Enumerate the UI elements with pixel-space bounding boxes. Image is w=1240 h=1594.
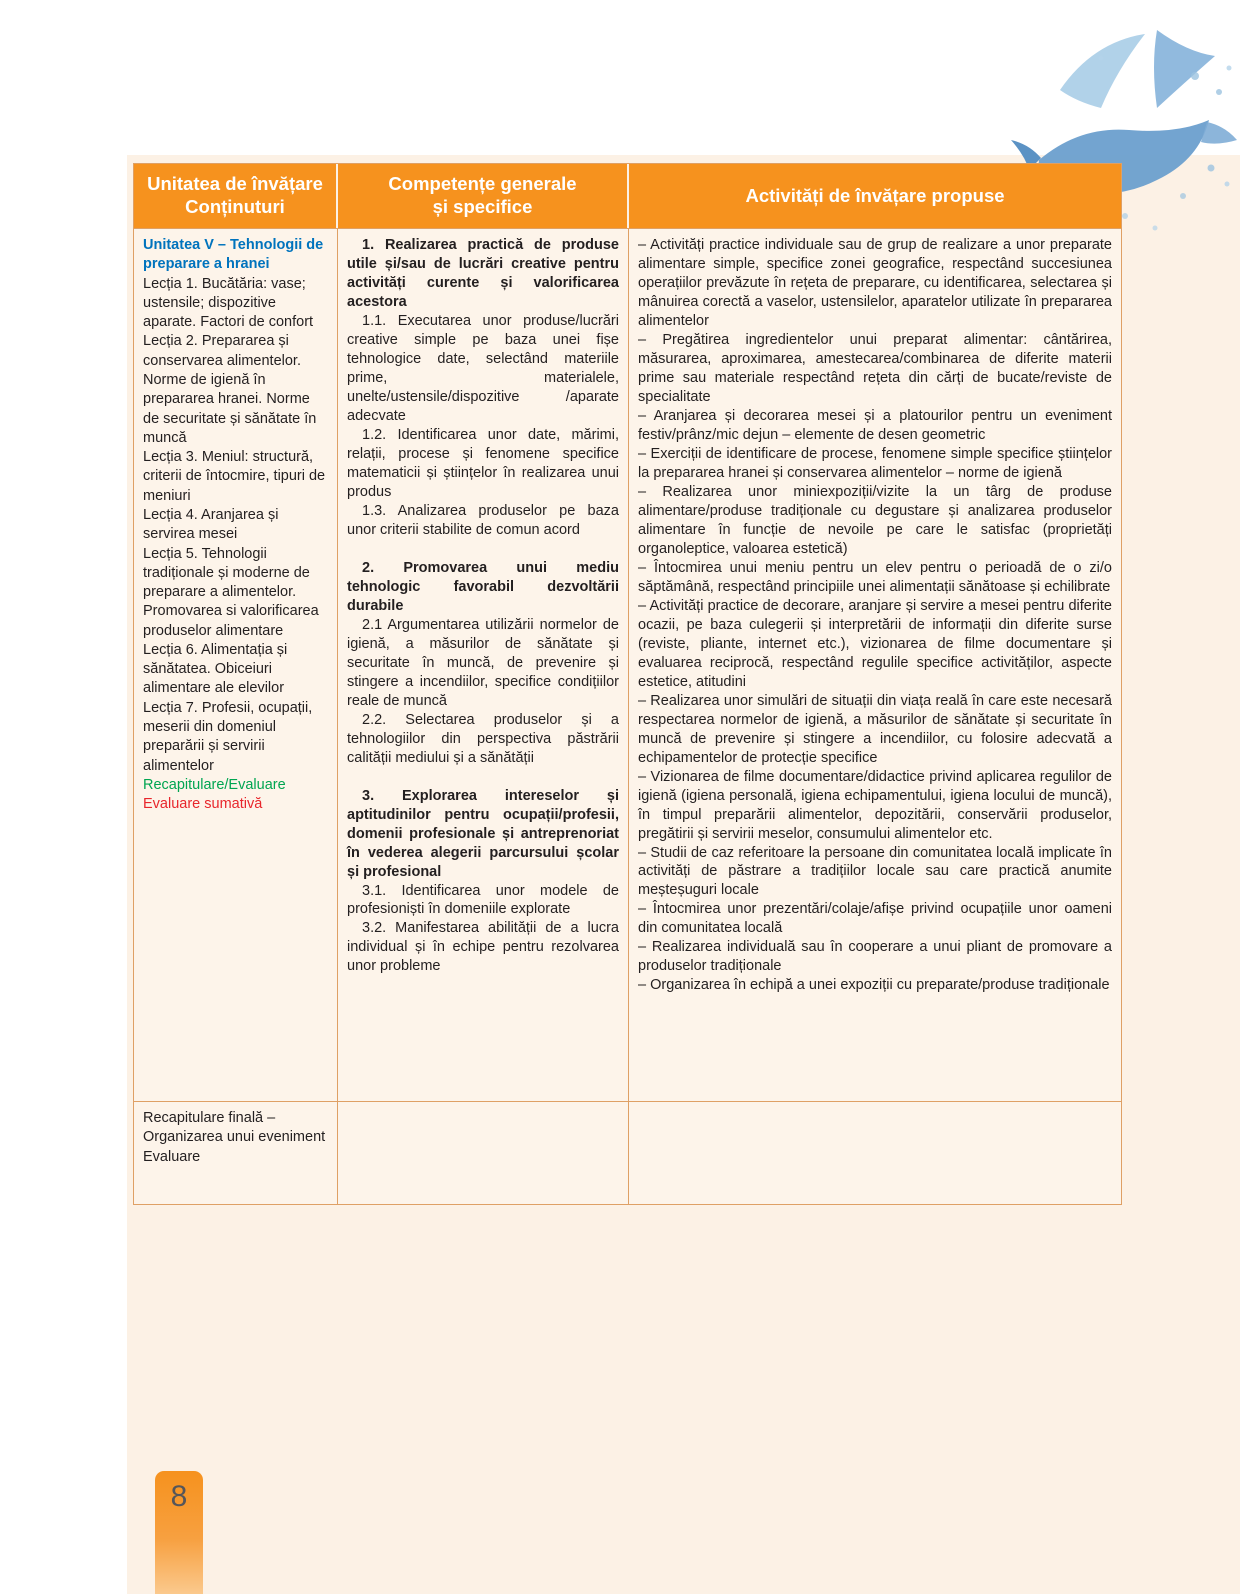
lesson-item: Lecția 5. Tehnologii tradiționale și moderne de preparare a alimentelor. Promovarea si valorificarea produselor alimentare <box>143 545 319 639</box>
header-line: și specifice <box>432 196 533 217</box>
empty-cell <box>338 1102 629 1204</box>
evaluation-label: Evaluare sumativă <box>143 796 263 813</box>
activities-cell <box>629 229 1121 1101</box>
lesson-item: Lecția 6. Alimentația și sănătatea. Obiceiuri alimentare ale elevilor <box>143 641 288 697</box>
activity-item: – Activități practice individuale sau de grup de realizare a unor preparate alimentare simple, specifice zonei geografice, respectând succesiunea operațiilor prevăzute în rețeta de preparare, cu identificarea, selectarea și mânuirea corectă a vaselor, ustensilelor, aparatelor utilizate în prepararea alimentelor <box>638 237 1112 329</box>
activity-item: – Activități practice de decorare, aranjare și servire a mesei pentru diferite ocazii, pe baza culegerii și interpretării de informații din diferite surse (reviste, pliante, internet etc.), vizionarea de filme documentare și evaluarea reciprocă, respectând regulile specifice activităților, aspecte estetice, atitudini <box>638 597 1112 690</box>
header-line: Unitatea de învățare <box>147 173 323 195</box>
activity-item: – Aranjarea și decorarea mesei și a platourilor pentru un eveniment festiv/prânz/mic dejun – elemente de desen geometric <box>638 407 1112 443</box>
competence-item: 3.2. Manifestarea abilității de a lucra individual și în echipe pentru rezolvarea unor probleme <box>347 920 619 975</box>
unit-title: Unitatea V – Tehnologii de preparare a hranei <box>143 237 324 273</box>
competence-item: 2.1 Argumentarea utilizării normelor de igienă, a măsurilor de sănătate și securitate în muncă, de prevenire și stingere a incendiilor, specifice condițiilor reale de muncă <box>347 616 619 709</box>
activity-item: – Realizarea unor miniexpoziții/vizite la un târg de produse alimentare/produse tradiționale cu degustare și analizarea produselor alimentare în funcție de nevoile pe care le satisfac (proprietăți organoleptice, valoarea estetică) <box>638 483 1112 557</box>
page-number: 8 <box>170 1480 188 1513</box>
competences-cell <box>338 229 629 1101</box>
table-header-row <box>134 164 1121 229</box>
contents-cell <box>134 229 338 1101</box>
final-recap-cell <box>134 1102 338 1204</box>
competence-item: 3.1. Identificarea unor modele de profesioniști în domeniile explorate <box>347 882 619 918</box>
activity-item: – Realizarea unor simulări de situații din viața reală în care este necesară respectarea normelor de igienă, a măsurilor de sănătate și securitate în muncă de prevenire și stingere a incendiilor, cu folosire adecvată a echipamentelor de protecție specifice <box>638 692 1112 766</box>
competence-heading: 3. Explorarea intereselor și aptitudinilor pentru ocupații/profesii, domenii profesionale și antreprenoriat în vederea alegerii parcursului școlar și profesional <box>347 787 619 880</box>
lesson-item: Lecția 2. Prepararea și conservarea alimentelor. Norme de igienă în prepararea hranei. Norme de securitate și sănătate în muncă <box>143 333 317 446</box>
competence-item: 1.2. Identificarea unor date, mărimi, relații, procese și fenomene specifice matematicii și științelor în realizarea unui produs <box>347 426 619 500</box>
lesson-item: Lecția 4. Aranjarea și servirea mesei <box>143 506 279 543</box>
page-number-tab <box>155 1471 203 1594</box>
empty-cell <box>629 1102 1121 1204</box>
final-recap-line: Organizarea unui eveniment <box>143 1129 326 1146</box>
activity-item: – Organizarea în echipă a unei expoziții cu preparate/produse tradiționale <box>638 977 1110 994</box>
competence-item: 1.1. Executarea unor produse/lucrări creative simple pe baza unei fișe tehnologice date, selectând materiile prime, materialele, unelte/ustensile/dispozitive /aparate adecvate <box>347 312 619 424</box>
activity-item: – Studii de caz referitoare la persoane din comunitatea locală implicate în activități de păstrare a tradițiilor locale sau care practică anumite meșteșuguri locale <box>638 844 1112 899</box>
curriculum-table <box>133 163 1122 1205</box>
lesson-item: Lecția 7. Profesii, ocupații, meserii din domeniul preparării și servirii alimentelor <box>143 699 313 774</box>
header-unit-column <box>134 164 338 228</box>
competence-item: 2.2. Selectarea produselor și a tehnologiilor din perspectiva păstrării calității mediului și a sănătății <box>347 711 619 766</box>
recap-label: Recapitulare/Evaluare <box>143 776 286 793</box>
activity-item: – Vizionarea de filme documentare/didactice privind aplicarea regulilor de igienă (igiena personală, igiena echipamentului, igiena locului de muncă), în timpul preparării alimentelor, depozitării, conservării produselor, pregătirii și servirii meselor, consumului alimentelor etc. <box>638 768 1112 842</box>
table-body-row-final <box>134 1102 1121 1204</box>
competence-heading: 2. Promovarea unui mediu tehnologic favorabil dezvoltării durabile <box>347 559 619 614</box>
lesson-item: Lecția 3. Meniul: structură, criterii de întocmire, tipuri de meniuri <box>143 449 326 504</box>
table-body-row-unit5 <box>134 229 1121 1102</box>
header-activities-column <box>629 164 1121 228</box>
lesson-item: Lecția 1. Bucătăria: vase; ustensile; dispozitive aparate. Factori de confort <box>143 275 314 331</box>
header-competences-column <box>338 164 629 228</box>
header-line: Activități de învățare propuse <box>745 184 1005 206</box>
competence-heading: 1. Realizarea practică de produse utile și/sau de lucrări creative pentru activități curente și valorificarea acestora <box>347 237 619 310</box>
activity-item: – Întocmirea unor prezentări/colaje/afișe privind ocupațiile unor oameni din comunitatea locală <box>638 901 1112 937</box>
activity-item: – Exerciții de identificare de procese, fenomene simple specifice științelor la prepararea hranei și conservarea alimentelor – norme de igienă <box>638 445 1112 481</box>
activity-item: – Întocmirea unui meniu pentru un elev pentru o perioadă de o zi/o săptămână, respectând principiile unei alimentații sănătoase și echilibrate <box>638 559 1112 595</box>
activity-item: – Pregătirea ingredientelor unui preparat alimentar: cântărirea, măsurarea, aproximarea, amestecarea/combinarea de diferite materii prime sau materiale respectând rețeta din cărți de bucate/reviste de specialitate <box>638 331 1112 405</box>
activity-item: – Realizarea individuală sau în cooperare a unui pliant de promovare a produselor tradiționale <box>638 939 1112 975</box>
header-line: Competențe generale <box>388 173 577 195</box>
final-recap-line: Evaluare <box>143 1148 201 1165</box>
competence-item: 1.3. Analizarea produselor pe baza unor criterii stabilite de comun acord <box>347 502 619 538</box>
final-recap-line: Recapitulare finală – <box>143 1110 276 1126</box>
header-line: Conținuturi <box>185 196 285 217</box>
